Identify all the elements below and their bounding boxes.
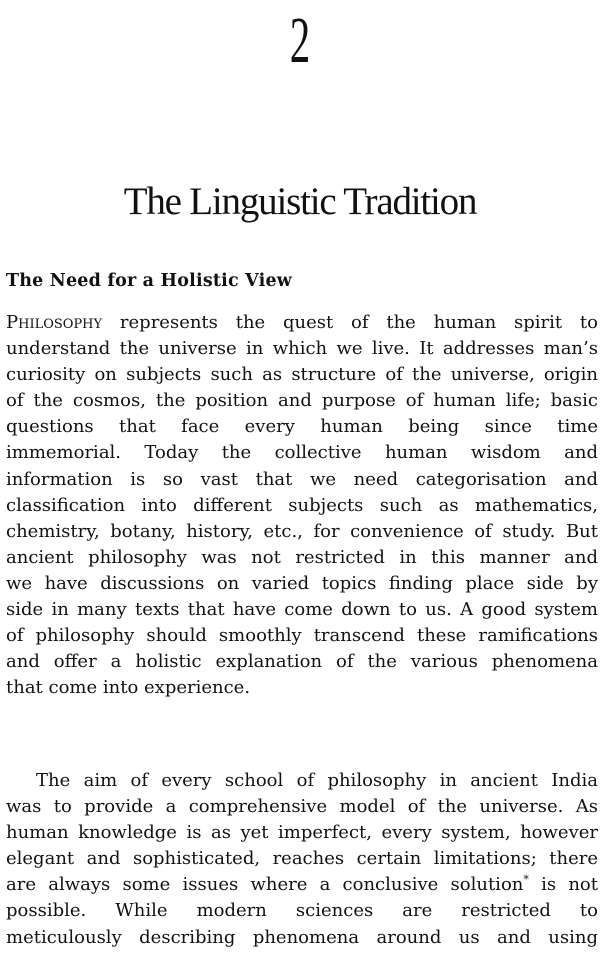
paragraph-1-line-1: Philosophy represents the quest of the human spirit to bbox=[6, 312, 598, 333]
paragraph-1-line-8: classification into different subjects such as mathematics, bbox=[6, 494, 598, 516]
chapter-title: The Linguistic Tradition bbox=[123, 180, 477, 223]
paragraph-1-line-6: immemorial. Today the collective human wisdom and bbox=[6, 442, 598, 464]
paragraph-2-line-1: The aim of every school of philosophy in ancient India bbox=[36, 770, 598, 791]
paragraph-1-line-12: side in many texts that have come down to us. A good system bbox=[6, 599, 598, 621]
paragraph-2-line-6: possible. While modern sciences are restricted to bbox=[6, 900, 598, 922]
paragraph-1-line-5: questions that face every human being since time bbox=[6, 416, 598, 438]
paragraph-2-line-5: are always some issues where a conclusive solution* is not bbox=[6, 873, 598, 896]
paragraph-1-lead-word: Philosophy bbox=[6, 312, 103, 333]
paragraph-2-line-2: was to provide a comprehensive model of the universe. As bbox=[6, 796, 598, 818]
paragraph-1-line-14: and offer a holistic explanation of the various phenomena bbox=[6, 651, 598, 673]
chapter-number: 2 bbox=[289, 4, 311, 77]
paragraph-1-line-10: ancient philosophy was not restricted in this manner and bbox=[6, 546, 598, 568]
paragraph-2-line-3: human knowledge is as yet imperfect, every system, however bbox=[6, 822, 598, 844]
paragraph-2-line-4: elegant and sophisticated, reaches certain limitations; there bbox=[6, 848, 598, 870]
paragraph-1-line-9: chemistry, botany, history, etc., for convenience of study. But bbox=[6, 520, 598, 542]
paragraph-1-line-4: of the cosmos, the position and purpose of human life; basic bbox=[6, 390, 598, 412]
paragraph-1-line-3: curiosity on subjects such as structure of the universe, origin bbox=[6, 364, 598, 386]
paragraph-1-line-2: understand the universe in which we live. It addresses man’s bbox=[6, 338, 598, 360]
paragraph-1-line-11: we have discussions on varied topics finding place side by bbox=[6, 572, 598, 594]
paragraph-1-line-13: of philosophy should smoothly transcend these ramifications bbox=[6, 625, 598, 647]
paragraph-1-line-15: that come into experience. bbox=[6, 677, 251, 699]
section-heading: The Need for a Holistic View bbox=[6, 271, 293, 291]
paragraph-1-line-7: information is so vast that we need categorisation and bbox=[6, 468, 598, 490]
footnote-mark[interactable]: * bbox=[523, 873, 529, 887]
paragraph-2 bbox=[6, 768, 598, 951]
paragraph-2-line-7: meticulously describing phenomena around us and using bbox=[6, 926, 598, 948]
paragraph-1 bbox=[6, 310, 598, 701]
